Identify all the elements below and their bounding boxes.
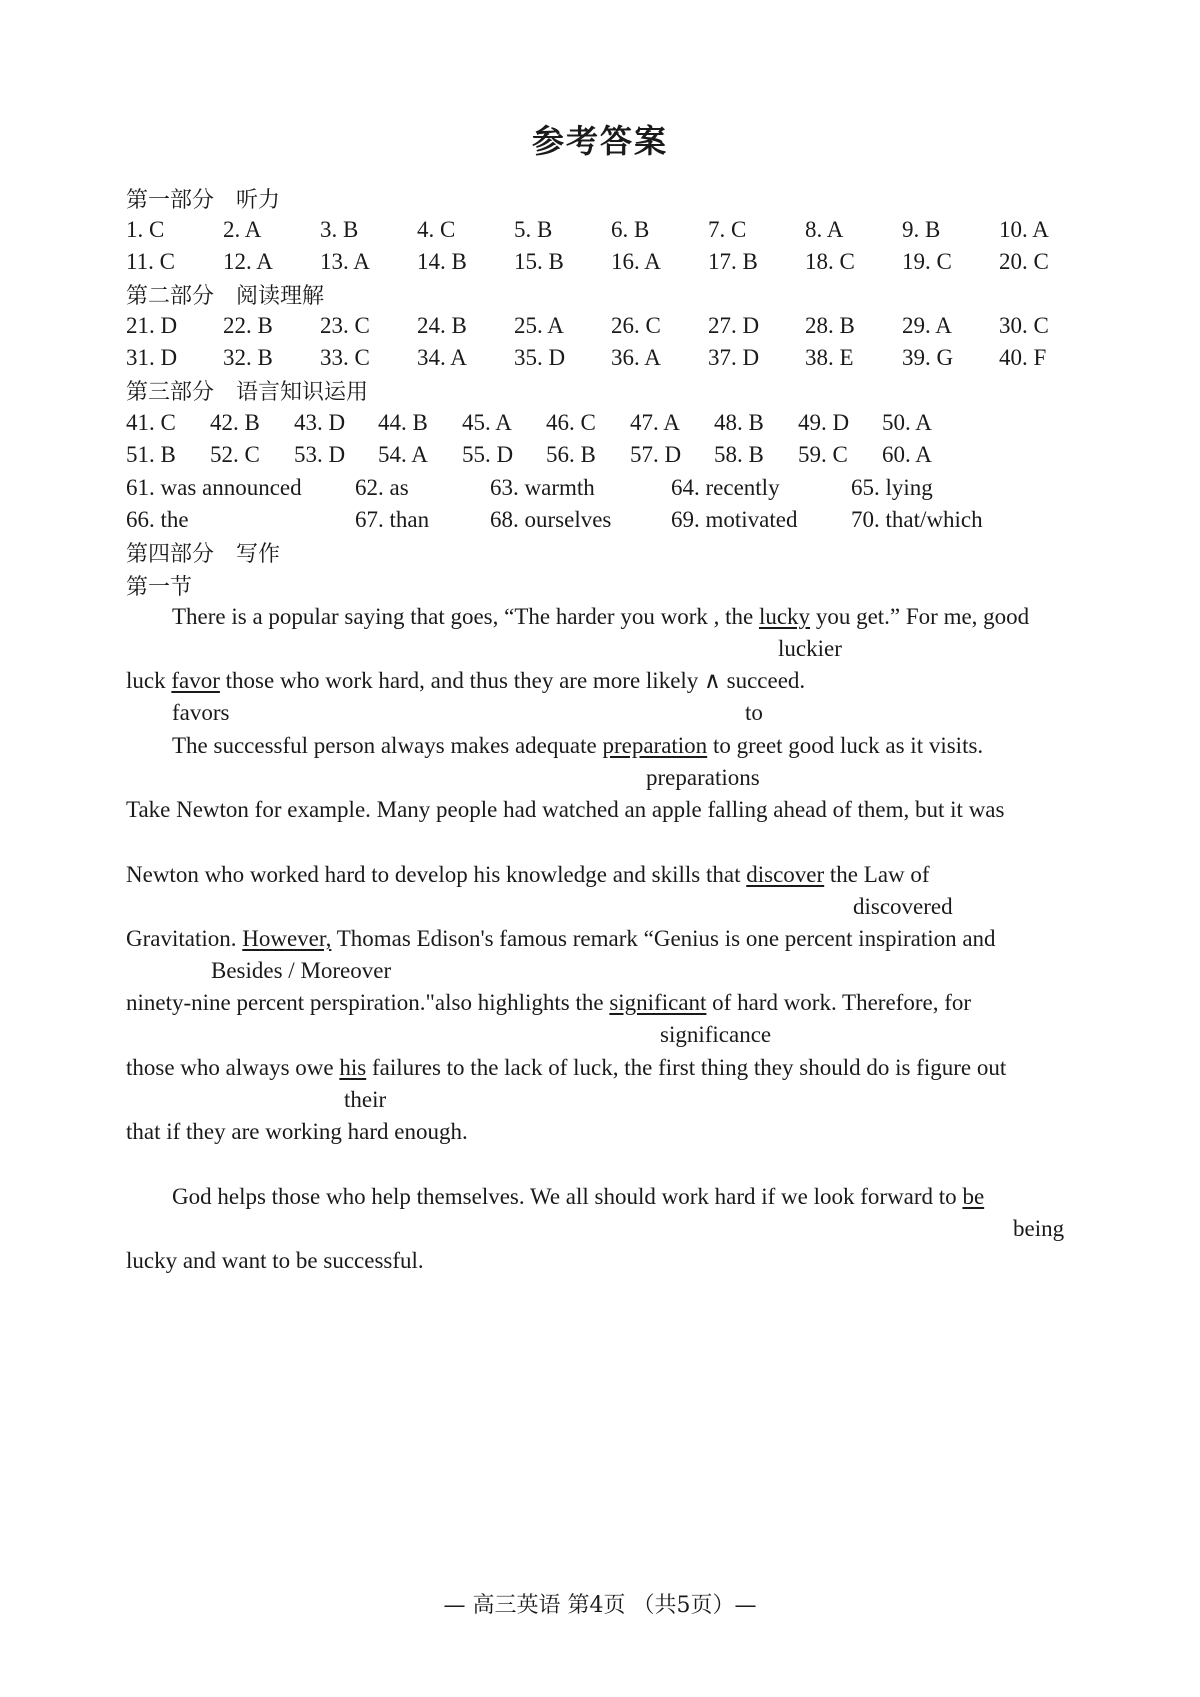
error-word: significant [609,990,707,1015]
correction: significance [660,1022,772,1047]
answer-item: 16. A [611,249,661,274]
essay-text: luck [126,668,172,693]
essay-text: to greet good luck as it visits. [707,733,984,758]
answer-row-2 [126,249,1086,279]
answer-row-5 [126,410,1086,440]
answer-item: 53. D [294,442,346,467]
answer-item: 35. D [514,345,566,370]
essay-text: Gravitation. [126,926,243,951]
answer-item: 24. B [417,313,467,338]
essay-line [126,990,971,1016]
section-listening: 第一部分 听力 [126,188,281,213]
answer-item: 58. B [714,442,764,467]
essay-line: lucky and want to be successful. [126,1248,424,1273]
answer-item: 61. was announced [126,475,302,500]
correction: preparations [646,765,760,790]
answer-item: 64. recently [671,475,780,500]
answer-item: 56. B [546,442,596,467]
answer-item: 15. B [514,249,564,274]
answer-item: 49. D [798,410,850,435]
error-word: However, [242,926,332,951]
answer-item: 21. D [126,313,178,338]
essay-text: There is a popular saying that goes, “The harder you work , the [172,604,759,629]
section-writing: 第四部分 写作 [126,542,281,567]
answer-item: 13. A [320,249,370,274]
error-word: lucky [758,604,811,629]
answer-item: 48. B [714,410,764,435]
answer-item: 36. A [611,345,661,370]
answer-item: 39. G [902,345,954,370]
answer-item: 12. A [223,249,273,274]
answer-item: 1. C [126,217,165,242]
answer-item: 17. B [708,249,758,274]
essay-line: that if they are working hard enough. [126,1119,468,1144]
answer-item: 63. warmth [490,475,595,500]
answer-item: 23. C [320,313,370,338]
answer-item: 51. B [126,442,176,467]
answer-row-7 [126,475,1086,505]
answer-item: 22. B [223,313,273,338]
essay-line: Take Newton for example. Many people had watched an apple falling ahead of them, but it was [126,797,1005,822]
answer-item: 2. A [223,217,262,242]
correction: Besides / Moreover [211,958,392,983]
answer-item: 40. F [999,345,1047,370]
essay-text: the Law of [824,862,930,887]
answer-item: 20. C [999,249,1049,274]
answer-item: 44. B [378,410,428,435]
answer-item: 29. A [902,313,952,338]
essay-line [126,1055,1006,1081]
answer-item: 69. motivated [671,507,798,532]
answer-item: 28. B [805,313,855,338]
answer-item: 5. B [514,217,553,242]
answer-row-1 [126,217,1086,247]
essay-text: of hard work. Therefore, for [706,990,972,1015]
essay-line [126,668,805,694]
answer-item: 59. C [798,442,848,467]
answer-item: 30. C [999,313,1049,338]
correction: favors [172,700,230,725]
answer-item: 68. ourselves [490,507,612,532]
essay-text: those who work hard, and thus they are more likely ∧ succeed. [219,668,806,693]
essay-line [172,733,983,759]
answer-item: 14. B [417,249,467,274]
answer-item: 27. D [708,313,760,338]
section-reading: 第二部分 阅读理解 [126,284,325,309]
answer-item: 46. C [546,410,596,435]
answer-item: 6. B [611,217,650,242]
answer-item: 52. C [210,442,260,467]
answer-item: 57. D [630,442,682,467]
answer-item: 4. C [417,217,456,242]
correction: luckier [778,636,842,661]
essay-text: you get.” For me, good [810,604,1030,629]
answer-item: 8. A [805,217,844,242]
essay-text: ninety-nine percent perspiration."also highlights the [126,990,610,1015]
essay-line [172,1184,984,1210]
answer-item: 43. D [294,410,346,435]
essay-text: The successful person always makes adequate [172,733,603,758]
essay-text: Newton who worked hard to develop his knowledge and skills that [126,862,747,887]
answer-item: 18. C [805,249,855,274]
essay-line [126,926,996,952]
answer-item: 37. D [708,345,760,370]
essay-line [172,604,1029,630]
essay-text: failures to the lack of luck, the first thing they should do is figure out [366,1055,1007,1080]
essay-text: God helps those who help themselves. We all should work hard if we look forward to [172,1184,963,1209]
error-word: preparation [602,733,708,758]
answer-item: 19. C [902,249,952,274]
answer-item: 62. as [355,475,409,500]
error-word: his [339,1055,367,1080]
answer-item: 45. A [462,410,512,435]
essay-line [126,862,930,888]
answer-row-8 [126,507,1086,537]
answer-item: 65. lying [851,475,933,500]
answer-row-4 [126,345,1086,375]
answer-item: 38. E [805,345,854,370]
error-word: favor [171,668,220,693]
answer-row-6 [126,442,1086,472]
answer-item: 70. that/which [851,507,983,532]
answer-item: 41. C [126,410,176,435]
answer-item: 32. B [223,345,273,370]
answer-item: 11. C [126,249,175,274]
correction: discovered [853,894,953,919]
answer-item: 25. A [514,313,564,338]
answer-item: 10. A [999,217,1049,242]
answer-item: 67. than [355,507,430,532]
answer-item: 34. A [417,345,467,370]
answer-item: 42. B [210,410,260,435]
correction: their [344,1087,387,1112]
error-word: discover [746,862,825,887]
page-title: 参考答案 [531,122,668,160]
correction: being [1013,1216,1065,1241]
section-writing-part1: 第一节 [126,575,193,600]
answer-item: 9. B [902,217,941,242]
correction: to [745,700,763,725]
answer-item: 50. A [882,410,932,435]
answer-item: 60. A [882,442,932,467]
answer-item: 47. A [630,410,680,435]
answer-row-3 [126,313,1086,343]
essay-text: those who always owe [126,1055,340,1080]
answer-item: 33. C [320,345,370,370]
answer-item: 54. A [378,442,428,467]
answer-item: 31. D [126,345,178,370]
essay-text: Thomas Edison's famous remark “Genius is one percent inspiration and [331,926,996,951]
answer-item: 26. C [611,313,661,338]
section-language: 第三部分 语言知识运用 [126,380,369,405]
answer-item: 66. the [126,507,189,532]
answer-item: 7. C [708,217,747,242]
error-word: be [962,1184,985,1209]
answer-item: 55. D [462,442,514,467]
page-footer: — 高三英语 第4页 （共5页）— [443,1593,757,1618]
answer-item: 3. B [320,217,359,242]
